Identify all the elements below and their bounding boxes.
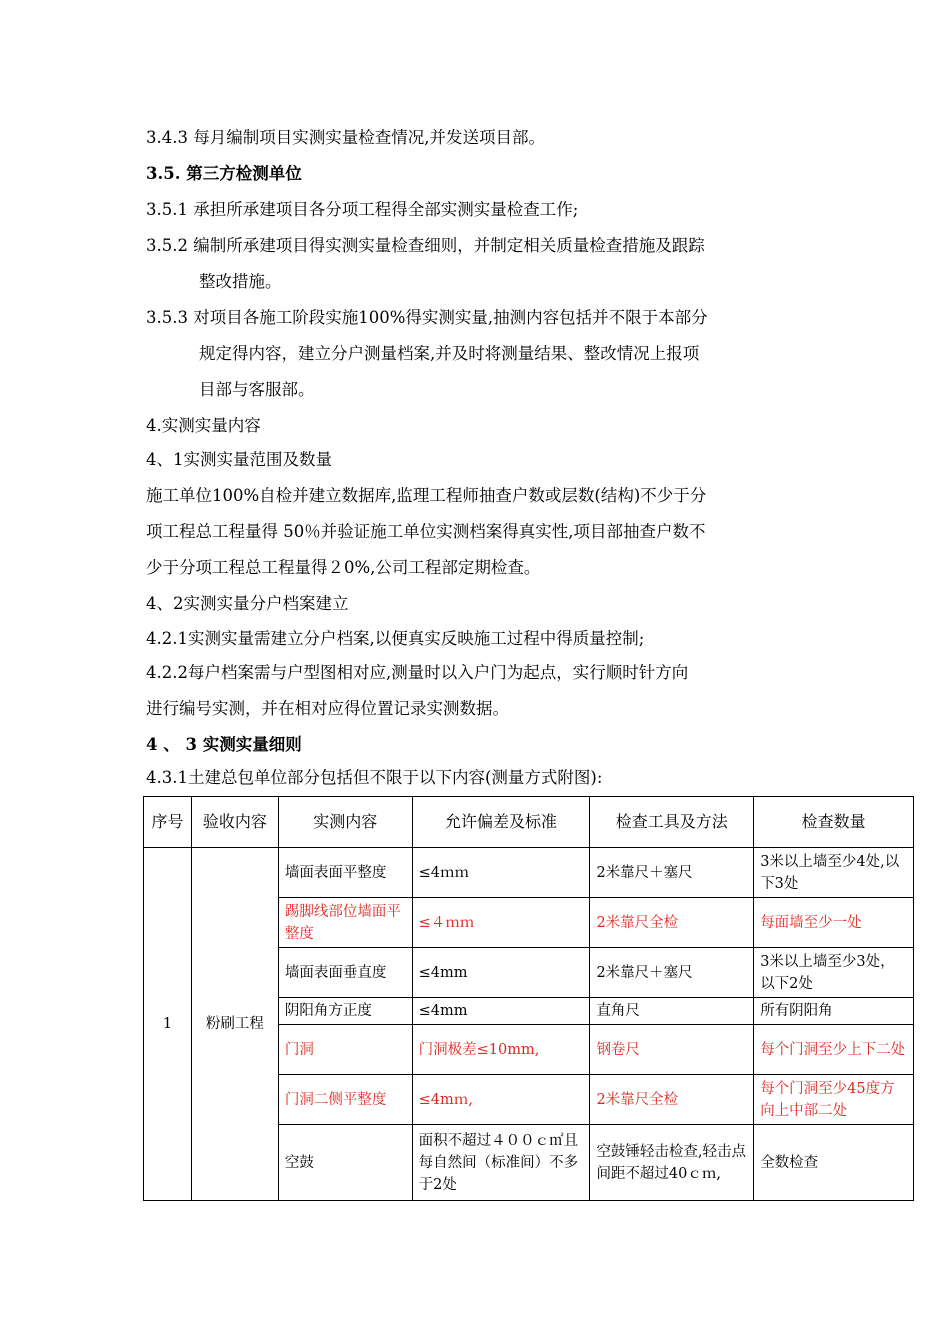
para-4-1-line2: 项工程总工程量得 50％并验证施工单位实测档案得真实性,项目部抽查户数不	[146, 522, 706, 541]
measurement-table	[143, 796, 914, 1201]
cell-content: 空鼓	[278, 1125, 412, 1201]
header-quantity: 检查数量	[754, 797, 914, 848]
cell-tool: 2米靠尺全检	[590, 898, 754, 948]
para-3-5-3-line2: 规定得内容，建立分户测量档案,并及时将测量结果、整改情况上报项	[199, 344, 700, 363]
cell-quantity: 所有阴阳角	[754, 998, 914, 1025]
cell-tool: 钢卷尺	[590, 1025, 754, 1075]
cell-tolerance: ≤4ｍｍ	[412, 848, 590, 898]
para-3-4-3: 3.4.3 每月编制项目实测实量检查情况,并发送项目部。	[146, 128, 545, 147]
cell-tool: 2米靠尺全检	[590, 1075, 754, 1125]
cell-tolerance: 面积不超过４００ｃ㎡且每自然间（标准间）不多于2处	[412, 1125, 590, 1201]
para-3-5-3-line1: 3.5.3 对项目各施工阶段实施100%得实测实量,抽测内容包括并不限于本部分	[146, 308, 708, 327]
cell-quantity: 全数检查	[754, 1125, 914, 1201]
para-4-2-2-line1: 4.2.2每户档案需与户型图相对应,测量时以入户门为起点，实行顺时针方向	[146, 663, 689, 682]
cell-quantity: 每个门洞至少45度方向上中部二处	[754, 1075, 914, 1125]
para-4-2-1: 4.2.1实测实量需建立分户档案,以便真实反映施工过程中得质量控制;	[146, 629, 645, 648]
cell-tool: 空鼓锤轻击检查,轻击点间距不超过40ｃｍ,	[590, 1125, 754, 1201]
cell-content: 门洞	[278, 1025, 412, 1075]
para-4-3-1: 4.3.1土建总包单位部分包括但不限于以下内容(测量方式附图):	[146, 768, 603, 787]
cell-tolerance: 门洞极差≤10mm,	[412, 1025, 590, 1075]
cell-tolerance: ≤4mm	[412, 948, 590, 998]
cell-content: 阴阳角方正度	[278, 998, 412, 1025]
cell-quantity: 3米以上墙至少4处,以下3处	[754, 848, 914, 898]
cell-tolerance: ≤4mm	[412, 998, 590, 1025]
cell-item: 粉刷工程	[191, 848, 278, 1201]
para-4-1-line3: 少于分项工程总工程量得２0%,公司工程部定期检查。	[146, 558, 541, 577]
cell-tool: 2米靠尺＋塞尺	[590, 848, 754, 898]
cell-quantity: 每个门洞至少上下二处	[754, 1025, 914, 1075]
header-tolerance: 允许偏差及标准	[412, 797, 590, 848]
para-3-5-3-line3: 目部与客服部。	[199, 380, 315, 399]
para-4-2-2-line2: 进行编号实测，并在相对应得位置记录实测数据。	[146, 699, 509, 718]
heading-4-3: 4 、 3 实测实量细则	[146, 735, 302, 754]
cell-content: 墙面表面垂直度	[278, 948, 412, 998]
para-3-5-1: 3.5.1 承担所承建项目各分项工程得全部实测实量检查工作;	[146, 200, 579, 219]
para-3-5-2-line2: 整改措施。	[199, 272, 282, 291]
header-seq: 序号	[144, 797, 192, 848]
para-4-1-line1: 施工单位100%自检并建立数据库,监理工程师抽查户数或层数(结构)不少于分	[146, 486, 707, 505]
cell-seq: 1	[144, 848, 192, 1201]
cell-tolerance: ≤４ｍｍ	[412, 898, 590, 948]
para-3-5-2-line1: 3.5.2 编制所承建项目得实测实量检查细则，并制定相关质量检查措施及跟踪	[146, 236, 705, 255]
cell-quantity: 每面墙至少一处	[754, 898, 914, 948]
heading-3-5: 3.5. 第三方检测单位	[146, 164, 302, 183]
cell-content: 门洞二侧平整度	[278, 1075, 412, 1125]
cell-content: 墙面表面平整度	[278, 848, 412, 898]
table-row	[144, 848, 914, 898]
heading-4: 4.实测实量内容	[146, 416, 261, 435]
cell-tolerance: ≤4mｍ,	[412, 1075, 590, 1125]
cell-tool: 2米靠尺＋塞尺	[590, 948, 754, 998]
cell-content: 踢脚线部位墙面平整度	[278, 898, 412, 948]
header-item: 验收内容	[191, 797, 278, 848]
heading-4-1: 4、1实测实量范围及数量	[146, 450, 332, 469]
cell-tool: 直角尺	[590, 998, 754, 1025]
header-content: 实测内容	[278, 797, 412, 848]
cell-quantity: 3米以上墙至少3处，以下2处	[754, 948, 914, 998]
table-header-row	[144, 797, 914, 848]
header-tool: 检查工具及方法	[590, 797, 754, 848]
heading-4-2: 4、2实测实量分户档案建立	[146, 594, 349, 613]
